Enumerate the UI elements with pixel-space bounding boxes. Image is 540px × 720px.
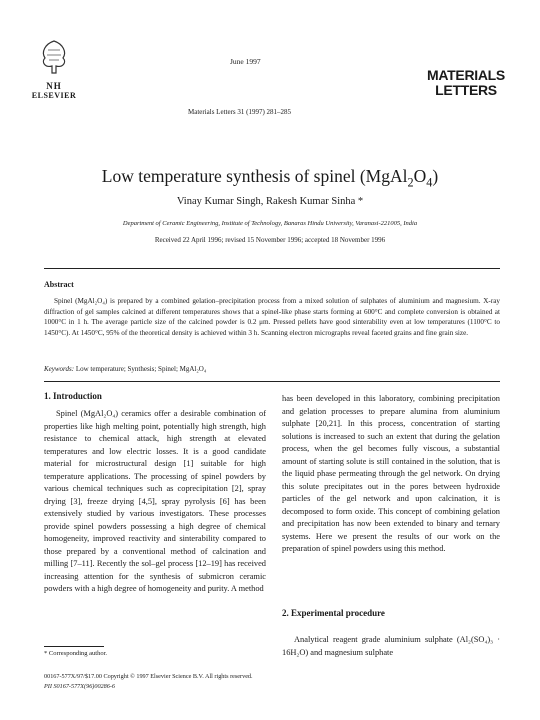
keywords-list: Low temperature; Synthesis; Spinel; MgAl₂O₄ [75,365,207,373]
copyright-line: 00167-577X/97/$17.00 Copyright © 1997 Elsevier Science B.V. All rights reserved. [44,673,253,680]
affiliation: Department of Ceramic Engineering, Institute of Technology, Banaras Hindu University, Varanasi-221005, India [122,220,418,227]
experimental-text: Analytical reagent grade aluminium sulphate (Al₂(SO₄)₃ · 16H₂O) and magnesium sulphate [282,635,500,657]
abstract-heading: Abstract [44,280,74,289]
title-subscript-4: 4 [426,175,433,190]
experimental-heading: 2. Experimental procedure [282,608,385,618]
journal-logo [418,68,514,98]
title-close: ) [432,166,439,186]
title-subscript-2: 2 [407,175,414,190]
footnote: * Corresponding author. [44,650,108,657]
keywords [44,365,206,373]
keywords-label: Keywords: [44,365,75,373]
elsevier-tree-icon [37,38,71,76]
intro-right-text: has been developed in this laboratory, combining precipitation and gelation processes to prepare alumina from aluminium sulphate [20,21]. In this process, concentration of starting solutions is increased to such an extent that during the gelation process, when the gel becomes fully viscous, a substantial amount of starting solute is still contained in the solution, that is the liquid phase permeating through the gel network. On drying this solute precipitates out in the pores between hydroxide particles of the gel network and upon calcination, it is decomposed to form oxide. This concept of combining gelation and precipitation has now been extended to binary and ternary systems. Here we present the results of our work on the preparation of spinel powders using this method. [282,394,500,553]
footnote-divider [44,646,104,647]
title-oxygen: O [413,166,427,186]
publisher-mark: NH [46,81,62,91]
copyright [44,672,253,691]
pii-value: S0167-577X(96)00286-6 [53,682,115,690]
journal-logo-line2: LETTERS [435,82,497,98]
publisher-logo [24,38,84,100]
intro-heading: 1. Introduction [44,391,102,401]
divider-top [44,268,500,269]
journal-reference: Materials Letters 31 (1997) 281–285 [188,108,292,116]
pii-label: PII [44,682,52,690]
pii-line [44,682,253,692]
article-title [0,166,540,190]
authors: Vinay Kumar Singh, Rakesh Kumar Sinha * [176,196,364,207]
issue-date: June 1997 [230,57,261,66]
received-dates: Received 22 April 1996; revised 15 November 1996; accepted 18 November 1996 [154,236,386,244]
abstract-text: Spinel (MgAl₂O₄) is prepared by a combined gelation–precipitation process from a mixed solution of sulphates of aluminium and magnesium. X-ray diffraction of gel samples calcined at different temperatures shows that a spinel-like phase starts forming at 600°C and complete conversion is obtained at 1000°C in 1 h. The average particle size of the calcined powder is 0.2 μm. Pressed pellets have good sinterability even at low temperatures (1100°C to 1450°C). At 1450°C, 95% of the theoretical density is achieved within 3 h. Scanning electron micrographs reveal faceted grains and fine grain size. [44,297,500,337]
divider-abstract [44,381,500,382]
intro-left-text: Spinel (MgAl₂O₄) ceramics offer a desirable combination of properties like high melting point, potentially high strength, high resistance to chemical attack, high strength at elevated temperatures and low electric losses. It is a good candidate material for microstructural design [1] suitable for high temperature applications. The processing of spinel powders by various chemical techniques such as coprecipitation [2], spray drying [3], freeze drying [4,5], spray pyrolysis [6] has been extensively studied by various investigators. These processes provide spinel powders possessing a high degree of chemical homogeneity, improved reactivity and sinterability compared to those prepared by a conventional method of calcination and milling [7–11]. Recently the sol–gel process [12–19] has received increasing attention for the synthesis of submicron ceramic powders with a high degree of homogeneity and purity. A method [44,409,266,593]
title-text: Low temperature synthesis of spinel (MgAl [101,166,408,186]
publisher-name: ELSEVIER [31,91,77,100]
journal-logo-line1: MATERIALS [427,67,505,83]
